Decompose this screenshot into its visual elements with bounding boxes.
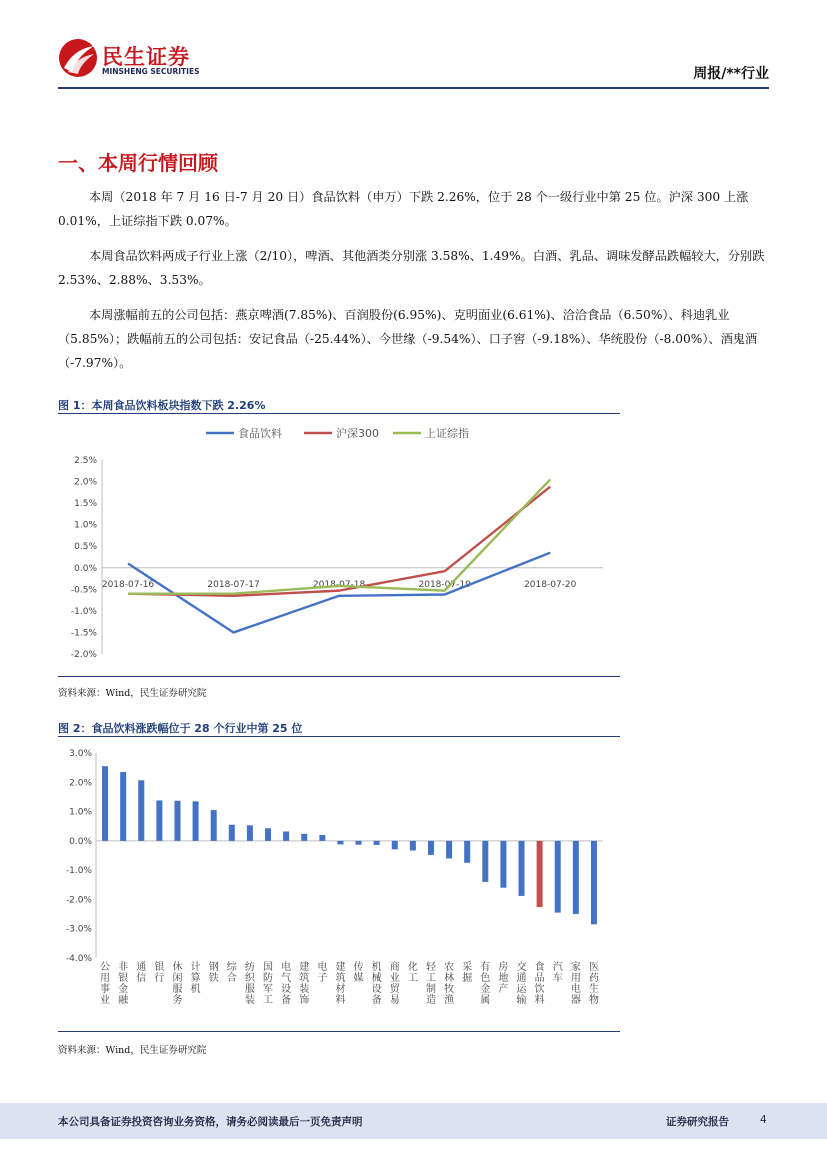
bar	[283, 831, 289, 840]
y-tick-label: 1.0%	[74, 520, 97, 531]
x-tick-label: 银行	[154, 962, 165, 984]
x-tick-label: 2018-07-18	[312, 579, 366, 590]
bar	[482, 841, 488, 882]
y-tick-label: 0.5%	[74, 542, 97, 553]
bar	[211, 810, 217, 841]
x-tick-label: 综合	[226, 962, 237, 984]
footer-disclaimer: 本公司具备证券投资咨询业务资格，请务必阅读最后一页免责声明	[58, 1116, 363, 1128]
x-tick-label: 轻工制造	[425, 962, 436, 1006]
figure2-top-rule	[58, 736, 620, 737]
bar	[573, 841, 579, 914]
bar	[392, 841, 398, 849]
y-tick-label: 0.0%	[69, 836, 92, 847]
x-tick-label: 纺织服装	[244, 962, 255, 1006]
logo-mark-icon	[58, 38, 98, 78]
x-tick-label: 有色金属	[480, 962, 491, 1006]
x-tick-label: 商业贸易	[389, 962, 400, 1006]
bar	[356, 841, 362, 845]
bar	[555, 841, 561, 913]
y-tick-label: 1.5%	[74, 499, 97, 510]
legend-label: 上证综指	[425, 427, 469, 440]
bar	[102, 766, 108, 841]
bar	[428, 841, 434, 855]
x-tick-label: 2018-07-19	[418, 579, 471, 590]
footer-doc-type: 证券研究报告	[666, 1116, 729, 1128]
y-tick-label: 2.0%	[69, 778, 92, 789]
x-tick-label: 2018-07-20	[524, 579, 577, 590]
bar	[446, 841, 452, 859]
x-tick-label: 建筑材料	[335, 962, 346, 1006]
paragraph-company-movers: 本周涨幅前五的公司包括：燕京啤酒(7.85%)、百润股份(6.95%)、克明面业(6.61%)、洽洽食品（6.50%）、科迪乳业（5.85%）；跌幅前五的公司包括：安记食品（-25.44%）、今世缘（-9.54%）、口子窖（-9.18%）、华统股份（-8.00%）、酒鬼酒（-7.97%）。	[58, 308, 758, 370]
logo-english-name: MINSHENG SECURITIES	[102, 67, 200, 76]
x-tick-label: 公用事业	[100, 962, 111, 1006]
x-tick-label: 休闲服务	[172, 962, 183, 1006]
bar	[464, 841, 470, 863]
bar	[591, 841, 597, 924]
x-tick-label: 电气设备	[281, 962, 292, 1006]
paragraph-market-summary: 本周（2018 年 7 月 16 日-7 月 20 日）食品饮料（申万）下跌 2.26%，位于 28 个一级行业中第 25 位。沪深 300 上涨 0.01%，上证综指下跌 0.07%。	[58, 190, 749, 228]
x-tick-label: 传媒	[353, 962, 364, 984]
x-tick-label: 建筑装饰	[299, 962, 310, 1006]
page-number: 4	[760, 1114, 767, 1126]
x-tick-label: 2018-07-17	[207, 579, 260, 590]
y-tick-label: -2.0%	[70, 650, 97, 660]
y-tick-label: 0.0%	[74, 563, 97, 574]
figure2-bottom-rule	[58, 1031, 620, 1032]
x-tick-label: 农林牧渔	[444, 962, 455, 1006]
y-tick-label: -3.0%	[65, 924, 92, 935]
section-title: 一、本周行情回顾	[58, 151, 218, 175]
bar	[120, 772, 126, 841]
y-tick-label: -4.0%	[65, 954, 92, 964]
y-tick-label: 2.5%	[74, 456, 97, 466]
bar	[174, 801, 180, 841]
y-tick-label: -1.0%	[65, 866, 92, 877]
y-tick-label: -2.0%	[65, 895, 92, 906]
figure1-bottom-rule	[58, 676, 620, 677]
bar	[247, 825, 253, 841]
index-line-chart	[58, 418, 620, 673]
bar	[519, 841, 525, 896]
legend-label: 沪深300	[336, 427, 379, 440]
legend-label: 食品饮料	[238, 427, 282, 440]
page-footer	[0, 1103, 827, 1139]
y-tick-label: 3.0%	[69, 749, 92, 759]
bar	[500, 841, 506, 888]
bar	[374, 841, 380, 845]
header-divider	[58, 87, 769, 89]
company-logo	[58, 38, 218, 82]
y-tick-label: 1.0%	[69, 807, 92, 818]
industry-bar-chart	[58, 740, 620, 1030]
x-tick-label: 非银金融	[118, 962, 129, 1006]
figure1-title: 图 1：本周食品饮料板块指数下跌 2.26%	[58, 399, 266, 412]
y-tick-label: -1.5%	[70, 628, 97, 639]
bar	[229, 825, 235, 841]
figure2-title: 图 2：食品饮料涨跌幅位于 28 个行业中第 25 位	[58, 722, 303, 735]
bar	[410, 841, 416, 851]
x-tick-label: 汽车	[552, 962, 563, 984]
bar	[337, 841, 343, 845]
bar	[138, 780, 144, 841]
x-tick-label: 通信	[136, 962, 147, 984]
x-tick-label: 电子	[317, 962, 328, 984]
x-tick-label: 采掘	[462, 962, 473, 984]
figure2-source: 资料来源：Wind，民生证券研究院	[58, 1045, 207, 1056]
bar	[265, 828, 271, 841]
bar	[319, 835, 325, 841]
paragraph-subsector-summary: 本周食品饮料两成子行业上涨（2/10），啤酒、其他酒类分别涨 3.58%、1.49%。白酒、乳品、调味发酵品跌幅较大，分别跌 2.53%、2.88%、3.53%。	[58, 249, 765, 287]
bar	[537, 841, 543, 907]
x-tick-label: 食品饮料	[534, 962, 545, 1006]
x-tick-label: 钢铁	[208, 962, 219, 984]
y-tick-label: -0.5%	[70, 585, 97, 596]
x-tick-label: 2018-07-16	[101, 579, 155, 590]
bar	[301, 834, 307, 841]
logo-chinese-name: 民生证券	[102, 45, 190, 69]
figure1-top-rule	[58, 413, 620, 414]
x-tick-label: 国防军工	[263, 962, 274, 1006]
report-type-label: 周报/**行业	[693, 66, 769, 82]
bar	[156, 800, 162, 840]
y-tick-label: 2.0%	[74, 477, 97, 488]
x-tick-label: 房地产	[498, 962, 509, 995]
x-tick-label: 计算机	[190, 962, 201, 995]
figure1-source: 资料来源：Wind，民生证券研究院	[58, 688, 207, 699]
x-tick-label: 机械设备	[371, 962, 382, 1006]
x-tick-label: 化工	[407, 962, 418, 984]
x-tick-label: 医药生物	[588, 962, 599, 1006]
x-tick-label: 家用电器	[570, 962, 581, 1006]
x-tick-label: 交通运输	[516, 962, 527, 1006]
bar	[193, 801, 199, 841]
y-tick-label: -1.0%	[70, 606, 97, 617]
